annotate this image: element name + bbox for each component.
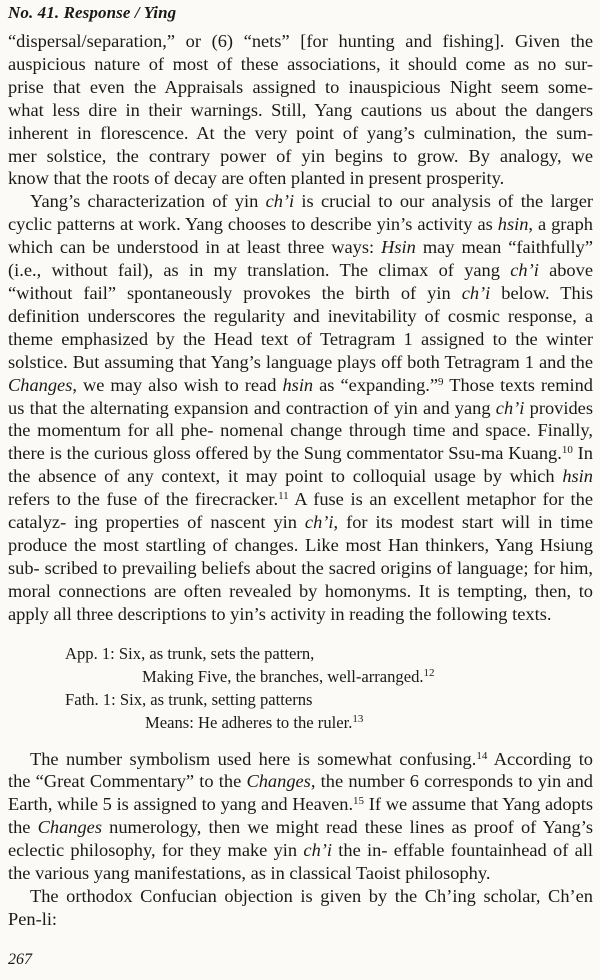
verse-quotation bbox=[65, 642, 593, 734]
footnote-ref: 11 bbox=[278, 490, 289, 503]
running-head: No. 41. Response / Ying bbox=[8, 3, 177, 22]
text-line: prise that even the Appraisals assigned to inauspicious Night seem some- bbox=[8, 76, 593, 97]
paragraph: Yang’s characterization of yin ch’i is crucial to our analysis of the larger cyclic patterns at work. Yang chooses to describe yin’s activity as hsin, a graph which can be understood in at least three ways: Hsin may mean “faithfully” (i.e., without fail), as in my translation. The climax of yang ch’i above “without fail” spontaneously provokes the birth of yin ch’i below. This definition underscores the regularity and inevitability of cosmic response, a theme emphasized by the Head text of Tetragram 1 assigned to the winter solstice. But assuming that Yang’s language plays off both Tetragram 1 and the Changes, we may also wish to read hsin as “expanding.”$^9$ Those texts remind us that the alternating expansion and contraction of yin and yang ch’i provides the momentum for all phe- nomenal change through time and space. Finally, there is the curious gloss offered by the Sung commentator Ssu-ma Kuang.$^{10}$ In the absence of any context, it may point to colloquial usage by which hsin refers to the fuse of the firecracker.$^{11}$ A fuse is an excellent metaphor for the catalyz- ing properties of nascent yin ch’i, for its modest start will in time produce the most startling of changes. Like most Han thinkers, Yang Hsiung sub- scribed to prevailing beliefs about the sacred origins of language; for him, moral connections are often revealed by homonyms. It is tempting, then, to apply all three descriptions to yin’s activity in reading the following texts. bbox=[8, 191, 593, 624]
text-line: inherent in florescence. At the very point of yang’s culmination, the sum- bbox=[8, 122, 593, 143]
quote-line: Fath. 1: Six, as trunk, setting patterns bbox=[65, 689, 313, 709]
paragraph: The number symbolism used here is somewhat confusing.$^{14}$ According to the “Great Commentary” to the Changes, the number 6 corresponds to yin and Earth, while 5 is assigned to yang and Heaven.$^{15}$ If we assume that Yang adopts the Changes numerology, then we might read these lines as proof of Yang’s eclectic philosophy, for they make yin ch’i the in- effable fountainhead of all the various yang manifestations, as in classical Taoist philosophy. bbox=[8, 748, 593, 884]
footnote-ref: 14 bbox=[476, 749, 488, 762]
quote-line: App. 1: Six, as trunk, sets the pattern, bbox=[65, 643, 315, 663]
text-line: auspicious nature of most of these associations, it should come as no sur- bbox=[8, 53, 593, 74]
footnote-ref: 9 bbox=[438, 375, 444, 388]
body-text bbox=[8, 30, 593, 931]
footnote-ref: 15 bbox=[353, 795, 365, 808]
text-line: know that the roots of decay are often planted in present prosperity. bbox=[8, 168, 505, 189]
page-number: 267 bbox=[8, 951, 32, 968]
text-line: what less dire in their warnings. Still, Yang cautions us about the dangers bbox=[8, 99, 593, 120]
footnote-ref: 13 bbox=[352, 712, 364, 725]
text-line: “dispersal/separation,” or (6) “nets” [for hunting and fishing]. Given the bbox=[8, 31, 593, 51]
footnote-ref: 12 bbox=[423, 666, 435, 679]
paragraph bbox=[8, 30, 593, 190]
footnote-ref: 10 bbox=[561, 444, 573, 457]
quote-line: Means: He adheres to the ruler.$^{13}$ bbox=[145, 712, 364, 732]
paragraph: The orthodox Confucian objection is given by the Ch’ing scholar, Ch’en Pen-li: bbox=[8, 886, 593, 929]
text-line: mer solstice, the contrary power of yin begins to grow. By analogy, we bbox=[8, 145, 593, 166]
quote-line: Making Five, the branches, well-arranged.$^{12}$ bbox=[142, 666, 435, 686]
